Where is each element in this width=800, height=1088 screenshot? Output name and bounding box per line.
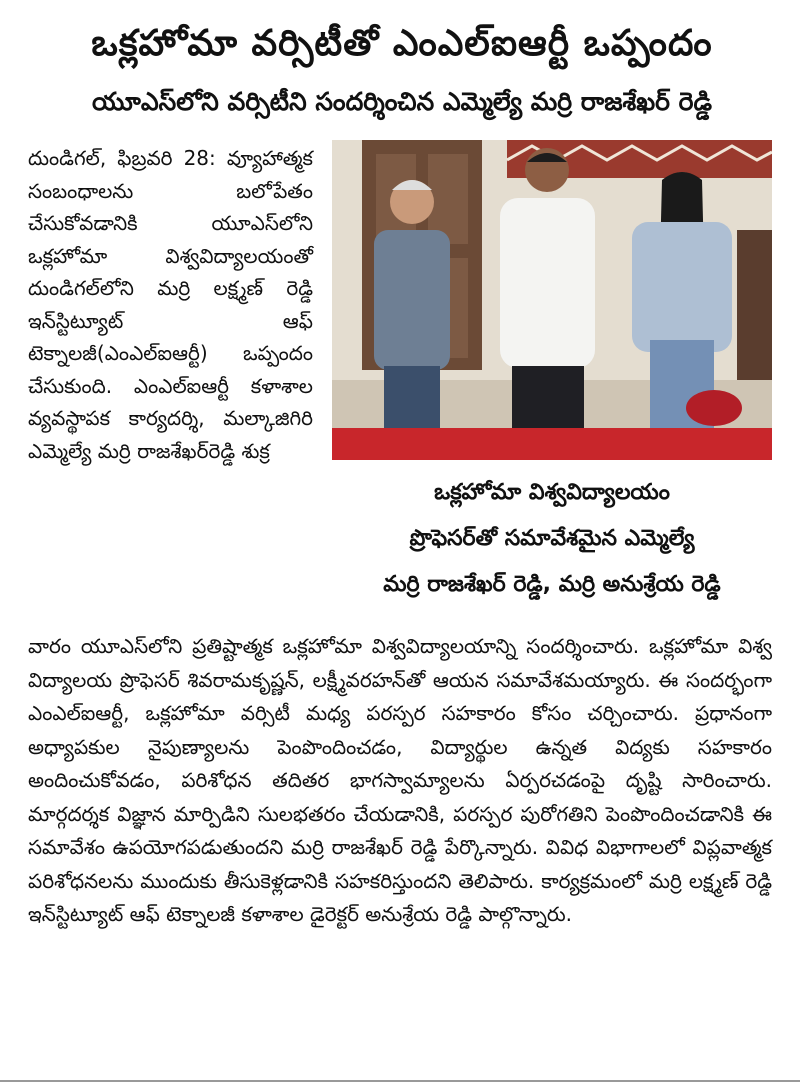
- article-body-full: [28, 630, 772, 932]
- article-photo: [332, 140, 772, 460]
- group-photo-icon: [332, 140, 772, 460]
- dateline: దుండిగల్, ఫిబ్రవరి 28:: [28, 146, 216, 170]
- caption-line-2: ప్రొఫెసర్‌తో సమావేశమైన ఎమ్మెల్యే: [409, 526, 695, 551]
- bottom-divider: [0, 1080, 800, 1082]
- caption-line-3: మర్రి రాజశేఖర్ రెడ్డి, మర్రి అనుశ్రేయ రెడ్డి: [383, 572, 721, 597]
- subheadline: యూఎస్‌లోని వర్సిటీని సందర్శించిన ఎమ్మెల్యే మర్రి రాజశేఖర్ రెడ్డి: [92, 87, 712, 116]
- photo-caption: [332, 470, 772, 608]
- headline: ఒక్లహోమా వర్సిటీతో ఎంఎల్ఐఆర్టీ ఒప్పందం: [91, 23, 713, 64]
- body-column-text: వ్యూహాత్మక సంబంధాలను బలోపేతం చేసుకోవడానికి యూఎస్‌లోని ఒక్లహోమా విశ్వవిద్యాలయంతో దుండిగల్‌లోని మర్రి లక్ష్మణ్ రెడ్డి ఇన్‌స్టిట్యూట్ ఆఫ్ టెక్నాలజీ(ఎంఎల్ఐఆర్టీ) ఒప్పందం చేసుకుంది. ఎంఎల్ఐఆర్టీ కళాశాల వ్యవస్థాపక కార్యదర్శి, మల్కాజిగిరి ఎమ్మెల్యే మర్రి రాజశేఖర్‌రెడ్డి శుక్ర: [28, 146, 313, 463]
- body-full-text: వారం యూఎస్‌లోని ప్రతిష్టాత్మక ఒక్లహోమా విశ్వవిద్యాలయాన్ని సందర్శించారు. ఒక్లహోమా విశ్వ విద్యాలయ ప్రొఫెసర్ శివరామకృష్ణన్, లక్ష్మీవరహన్‌తో ఆయన సమావేశమయ్యారు. ఈ సందర్భంగా ఎంఎల్ఐఆర్టీ, ఒక్లహోమా వర్సిటీ మధ్య పరస్పర సహకారం కోసం చర్చించారు. ప్రధానంగా అధ్యాపకుల నైపుణ్యాలను పెంపొందించడం, విద్యార్థుల ఉన్నత విద్యకు సహకారం అందించుకోవడం, పరిశోధన తదితర భాగస్వామ్యాలను ఏర్పరచడంపై దృష్టి సారించారు. మార్గదర్శక విజ్ఞాన మార్పిడిని సులభతరం చేయడానికి, పరస్పర పురోగతిని పెంపొందించడానికి ఈ సమావేశం ఉపయోగపడుతుందని మర్రి రాజశేఖర్ రెడ్డి పేర్కొన్నారు. వివిధ విభాగాలలో విప్లవాత్మక పరిశోధనలను ముందుకు తీసుకెళ్లడానికి సహకరిస్తుందని తెలిపారు. కార్యక్రమంలో మర్రి లక్ష్మణ్ రెడ్డి ఇన్‌స్టిట్యూట్ ఆఫ్ టెక్నాలజీ కళాశాల డైరెక్టర్ అనుశ్రేయ రెడ్డి పాల్గొన్నారు.: [28, 634, 772, 926]
- article-body-column: [28, 142, 313, 467]
- caption-line-1: ఒక్లహోమా విశ్వవిద్యాలయం: [434, 480, 670, 505]
